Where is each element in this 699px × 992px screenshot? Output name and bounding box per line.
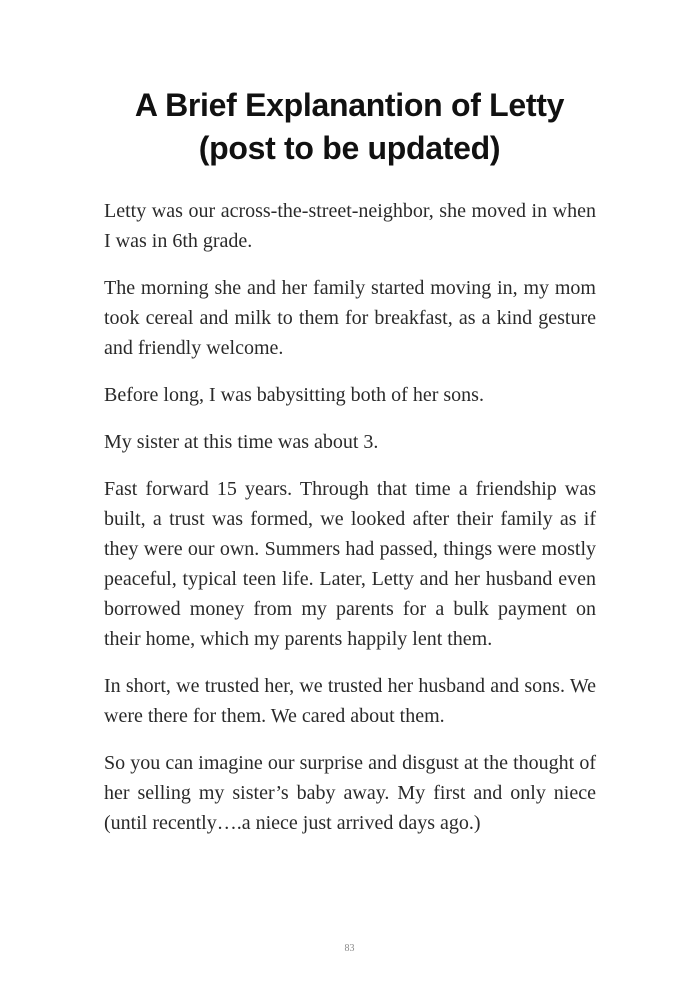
paragraph: Before long, I was babysitting both of her sons. — [104, 384, 484, 406]
paragraph: Fast forward 15 years. Through that time a friendship was built, a trust was formed, we looked after their family as if they were our own. Summers had passed, things were mostly peaceful, typical teen life. Later, Letty and her husband even borrowed money from my parents for a bulk payment on their home, which my parents happily lent them. — [104, 478, 596, 650]
title-line-2: (post to be updated) — [198, 130, 501, 166]
paragraph: In short, we trusted her, we trusted her husband and sons. We were there for them. We cared about them. — [104, 675, 596, 727]
paragraph: The morning she and her family started moving in, my mom took cereal and milk to them for breakfast, as a kind gesture and friendly welcome. — [104, 277, 596, 359]
paragraph: Letty was our across-the-street-neighbor, she moved in when I was in 6th grade. — [104, 200, 596, 252]
title-line-1: A Brief Explanantion of Letty — [134, 87, 565, 123]
paragraph: So you can imagine our surprise and disgust at the thought of her selling my sister’s baby away. My first and only niece (until recently….a niece just arrived days ago.) — [104, 752, 596, 834]
page-title — [60, 84, 639, 170]
paragraph: My sister at this time was about 3. — [104, 431, 379, 453]
page-number: 83 — [344, 943, 355, 954]
body-text — [104, 196, 596, 855]
